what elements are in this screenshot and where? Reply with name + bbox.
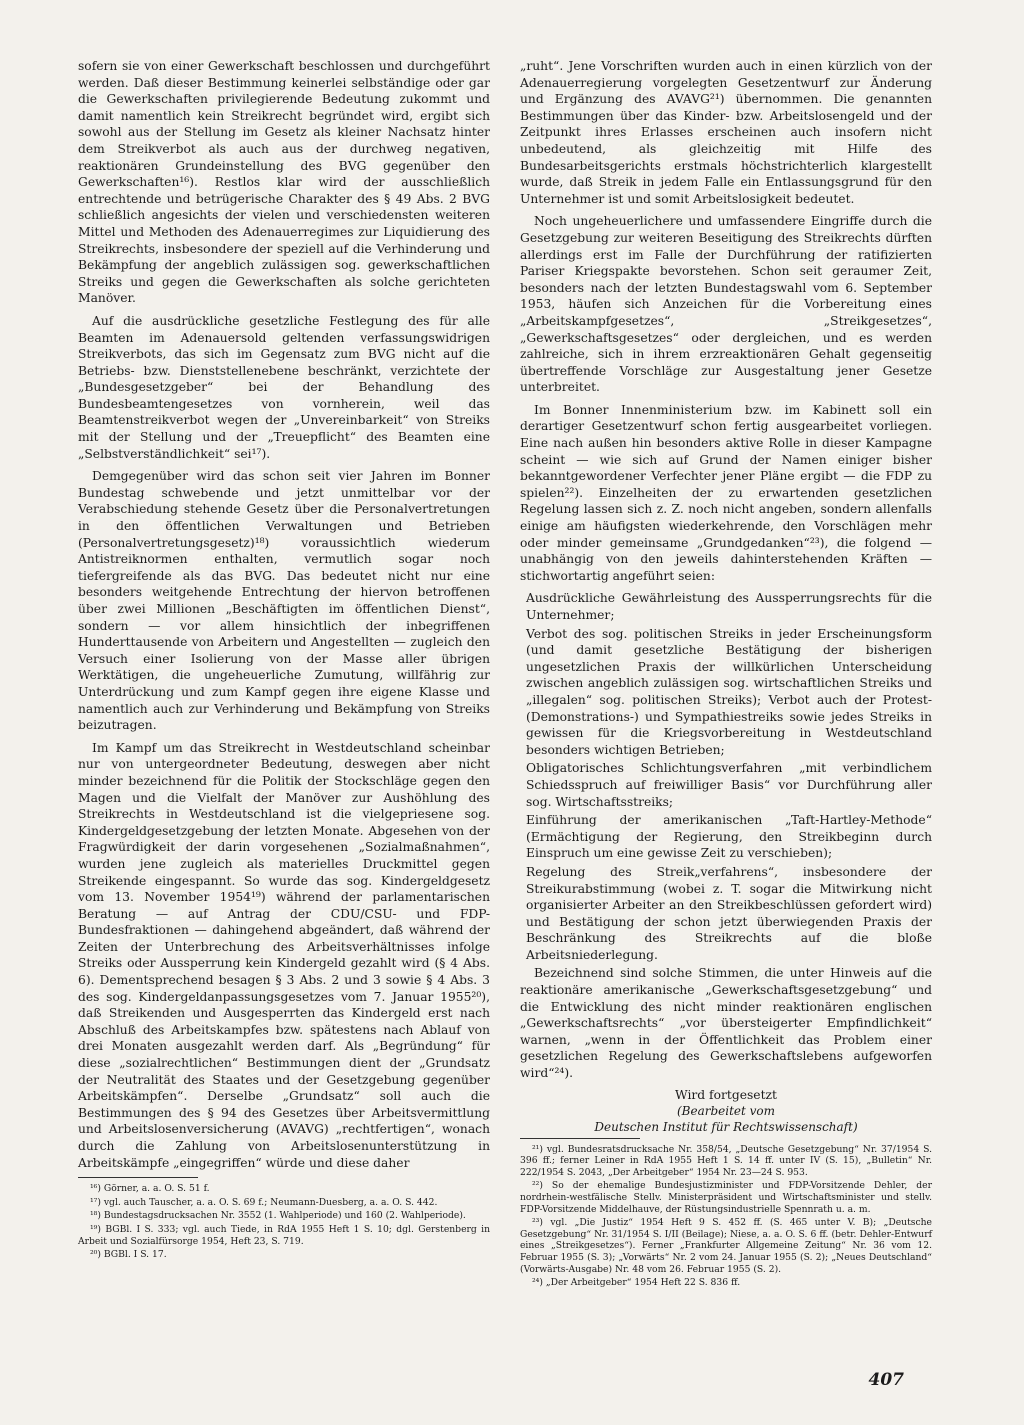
footnote: ¹⁸) Bundestagsdrucksachen Nr. 3552 (1. Wahlperiode) und 160 (2. Wahlperiode). <box>90 1210 466 1222</box>
closing-paragraph: Bezeichnend sind solche Stimmen, die unter Hinweis auf die reaktionäre amerikanische „Gewerkschaftsgesetzgebung“ und die Entwicklung des nicht minder reaktionären englischen „Gewerkschaftsrechts“ „vor übersteigerter Empfindlichkeit“ warnen, „wenn in der Öffentlichkeit das Problem einer gesetzlichen Regelung des Gewerkschaftslebens aufgeworfen wird“²⁴). <box>520 966 932 1081</box>
body-paragraph: Noch ungeheuerlichere und umfassendere Eingriffe durch die Gesetzgebung zur weiteren Beseitigung des Streikrechts dürften allerdings erst im Falle der Durchführung der ratifizierten Pariser Kriegspakte bevorstehen. Schon seit geraumer Zeit, besonders nach der letzten Bundestagswahl vom 6. September 1953, häufen sich Anzeichen für die Vorbereitung eines „Arbeitskampfgesetzes“, „Streikgesetzes“, „Gewerkschaftsgesetzes“ oder dergleichen, und es werden zahlreiche, sich in ihrem erzreaktionären Gehalt gegenseitig übertreffende Vorschläge zur Ausgestaltung jener Gesetze unterbreitet. <box>520 214 932 395</box>
body-paragraph: „ruht“. Jene Vorschriften wurden auch in einen kürzlich von der Adenauerregierung vorgelegten Gesetzentwurf zur Änderung und Ergänzung des AVAVG²¹) übernommen. Die genannten Bestimmungen über das Kinder- bzw. Arbeitslosengeld und der Zeitpunkt ihres Erlasses erscheinen auch insofern nicht unbedeutend, als gleichzeitig mit Hilfe des Bundesarbeitsgerichts erstmals höchstrichterlich klargestellt wurde, daß Streik in jedem Falle ein Entlassungsgrund für den Unternehmer ist und somit Arbeitslosigkeit bedeutet. <box>520 59 932 206</box>
list-item: Einführung der amerikanischen „Taft-Hartley-Methode“ (Ermächtigung der Regierung, den Streikbeginn durch Einspruch um eine gewisse Zeit zu verschieben); <box>526 813 932 861</box>
page-number: 407 <box>868 1370 904 1390</box>
continued-note: Wird fortgesetzt <box>675 1087 777 1102</box>
footnote: ²³) vgl. „Die Justiz“ 1954 Heft 9 S. 452 ff. (S. 465 unter V. B); „Deutsche Gesetzgebung“ Nr. 31/1954 S. I/II (Beilage); Niese, a. a. O. S. 6 ff. (betr. Dehler-Entwurf eines „Streikgesetzes“). Ferner „Frankfurter Allgemeine Zeitung“ Nr. 36 vom 12. Februar 1955 (S. 3); „Vorwärts“ Nr. 2 vom 24. Januar 1955 (S. 2); „Neues Deutschland“ (Vorwärts-Ausgabe) Nr. 48 vom 26. Februar 1955 (S. 2). <box>520 1217 932 1275</box>
footnote: ²²) So der ehemalige Bundesjustizminister und FDP-Vorsitzende Dehler, der nordrhein-westfälische Stellv. Ministerpräsident und Wirtschaftsminister und stellv. FDP-Vorsitzende Middelhauve, der Rüstungsindustrielle Spennrath u. a. m. <box>520 1180 932 1215</box>
editor-line: (Bearbeitet vom <box>676 1103 776 1118</box>
list-item: Obligatorisches Schlichtungsverfahren „mit verbindlichem Schiedsspruch auf freiwilliger Basis“ vor Durchführung aller sog. Wirtschaftsstreiks; <box>526 761 932 809</box>
list-item: Regelung des Streik„verfahrens“, insbesondere der Streikurabstimmung (wobei z. T. sogar die Mitwirkung nicht organisierter Arbeiter an den Streikbeschlüssen gefordert wird) und Bestätigung der schon jetzt überwiegenden Praxis der Beschränkung des Streikrechts auf die bloße Arbeitsniederlegung. <box>526 864 932 962</box>
footnote: ²⁴) „Der Arbeitgeber“ 1954 Heft 22 S. 836 ff. <box>532 1277 741 1289</box>
footnote: ¹⁷) vgl. auch Tauscher, a. a. O. S. 69 f.; Neumann-Duesberg, a. a. O. S. 442. <box>90 1196 438 1208</box>
list-item: Verbot des sog. politischen Streiks in jeder Erscheinungsform (und damit gesetzliche Bestätigung der bisherigen ungesetzlichen Praxis der willkürlichen Unterscheidung zwischen angeblich zulässigen sog. wirtschaftlichen Streiks und „illegalen“ sog. politischen Streiks); Verbot auch der Protest-(Demonstrations-) und Sympathiestreiks sowie jedes Streiks in gewissen für die Kriegsvorbereitung in Westdeutschland besonders wichtigen Betrieben; <box>526 626 932 757</box>
footnote: ²⁰) BGBl. I S. 17. <box>90 1249 167 1261</box>
body-paragraph: Demgegenüber wird das schon seit vier Jahren im Bonner Bundestag schwebende und jetzt unmittelbar vor der Verabschiedung stehende Gesetz über die Personalvertretungen in den öffentlichen Verwaltungen und Betrieben (Personalvertretungsgesetz)¹⁸) voraussichtlich wiederum Antistreiknormen enthalten, vermutlich sogar noch tiefergreifende als das BVG. Das bedeutet nicht nur eine besonders weitgehende Entrechtung der hiervon betroffenen über zwei Millionen „Beschäftigten im öffentlichen Dienst“, sondern — vor allem hinsichtlich der inbegriffenen Hunderttausende von Arbeitern und Angestellten — zugleich den Versuch einer Isolierung von der Masse aller übrigen Werktätigen, die ungeheuerliche Zumutung, willfährig zur Unterdrückung und zum Kampf gegen ihre eigene Klasse und namentlich auch zur Verhinderung und Bekämpfung von Streiks beizutragen. <box>78 469 490 733</box>
footnote-divider <box>520 1138 640 1139</box>
footnote-divider <box>78 1177 198 1178</box>
footnote: ¹⁹) BGBl. I S. 333; vgl. auch Tiede, in RdA 1955 Heft 1 S. 10; dgl. Gerstenberg in Arbeit und Sozialfürsorge 1954, Heft 23, S. 719. <box>78 1223 490 1247</box>
body-paragraph: Im Kampf um das Streikrecht in Westdeutschland scheinbar nur von untergeordneter Bedeutung, deswegen aber nicht minder bezeichnend für die Politik der Stockschläge gegen den Magen und die Vielfalt der Manöver zur Aushöhlung des Streikrechts in Westdeutschland ist die vielgepriesene sog. Kindergeldgesetzgebung der letzten Monate. Abgesehen von der Fragwürdigkeit der darin vorgesehenen „Sozialmaßnahmen“, wurden jene zugleich als materielles Druckmittel gegen Streikende eingespannt. So wurde das sog. Kindergeldgesetz vom 13. November 1954¹⁹) während der parlamentarischen Beratung — auf Antrag der CDU/CSU- und FDP-Bundesfraktionen — dahingehend abgeändert, daß während der Zeiten der Unterbrechung des Arbeitsverhältnisses infolge Streiks oder Aussperrung kein Kindergeld gezahlt wird (§ 4 Abs. 6). Dementsprechend besagen § 3 Abs. 2 und 3 sowie § 4 Abs. 3 des sog. Kindergeldanpassungsgesetzes vom 7. Januar 1955²⁰), daß Streikenden und Ausgesperrten das Kindergeld erst nach Abschluß des Arbeitskampfes bzw. spätestens nach Ablauf von drei Monaten ausgezahlt werden darf. Als „Begründung“ für diese „sozialrechtlichen“ Bestimmungen dient der „Grundsatz der Neutralität des Staates und der Gesetzgebung gegenüber Arbeitskämpfen“. Derselbe „Grundsatz“ soll auch die Bestimmungen des § 94 des Gesetzes über Arbeitsvermittlung und Arbeitslosenversicherung (AVAVG) „rechtfertigen“, wonach durch die Zahlung von Arbeitslosenunterstützung in Arbeitskämpfe „eingegriffen“ würde und diese daher <box>78 740 490 1170</box>
footnote: ²¹) vgl. Bundesratsdrucksache Nr. 358/54, „Deutsche Gesetzgebung“ Nr. 37/1954 S. 396 ff.; ferner Leiner in RdA 1955 Heft 1 S. 14 ff. unter IV (S. 15), „Bulletin“ Nr. 222/1954 S. 2043, „Der Arbeitgeber“ 1954 Nr. 23—24 S. 953. <box>520 1143 932 1178</box>
body-paragraph: sofern sie von einer Gewerkschaft beschlossen und durchgeführt werden. Daß dieser Bestimmung keinerlei selbständige oder gar die Gewerkschaften privilegierende Bedeutung zukommt und damit namentlich kein Streikrecht begründet wird, ergibt sich sowohl aus der Stellung im Gesetz als kleiner Nachsatz hinter dem Streikverbot als auch aus der durchweg negativen, reaktionären Grundeinstellung des BVG gegenüber den Gewerkschaften¹⁶). Restlos klar wird der ausschließlich entrechtende und betrügerische Charakter des § 49 Abs. 2 BVG schließlich angesichts der vielen und verschiedensten weiteren Mittel und Methoden des Adenauerregimes zur Liquidierung des Streikrechts, insbesondere der speziell auf die Verhinderung und Bekämpfung der angeblich zulässigen sog. gewerkschaftlichen Streiks und gegen die Gewerkschaften als solche gerichteten Manöver. <box>78 59 490 306</box>
body-paragraph: Im Bonner Innenministerium bzw. im Kabinett soll ein derartiger Gesetzentwurf schon fertig ausgearbeitet vorliegen. Eine nach außen hin besonders aktive Rolle in dieser Kampagne scheint — wie sich auf Grund der Namen einiger bisher bekanntgewordener Verfechter jener Pläne ergibt — die FDP zu spielen²²). Einzelheiten der zu erwartenden gesetzlichen Regelung lassen sich z. Z. noch nicht angeben, sondern allenfalls einige am häufigsten wiederkehrende, den Vorschlägen mehr oder minder gemeinsame „Grundgedanken“²³), die folgend — unabhängig von den jeweils dahinterstehenden Kräften — stichwortartig angeführt seien: <box>520 402 932 583</box>
footnote: ¹⁶) Görner, a. a. O. S. 51 f. <box>90 1183 210 1195</box>
left-column <box>78 58 490 1263</box>
body-paragraph: Auf die ausdrückliche gesetzliche Festlegung des für alle Beamten im Adenauersold geltenden verfassungswidrigen Streikverbots, das sich im Gegensatz zum BVG nicht auf die Betriebs- bzw. Dienststellenebene beschränkt, verzichtete der „Bundesgesetzgeber“ bei der Behandlung des Bundesbeamtengesetzes von vornherein, weil das Beamtenstreikverbot wegen der „Unvereinbarkeit“ von Streiks mit der Stellung und der „Treuepflicht“ des Beamten eine „Selbstverständlichkeit“ sei¹⁷). <box>78 313 490 461</box>
list-item: Ausdrückliche Gewährleistung des Aussperrungsrechts für die Unternehmer; <box>526 591 932 622</box>
editor-line: Deutschen Institut für Rechtswissenschaft) <box>594 1119 858 1134</box>
right-column <box>520 58 932 1291</box>
